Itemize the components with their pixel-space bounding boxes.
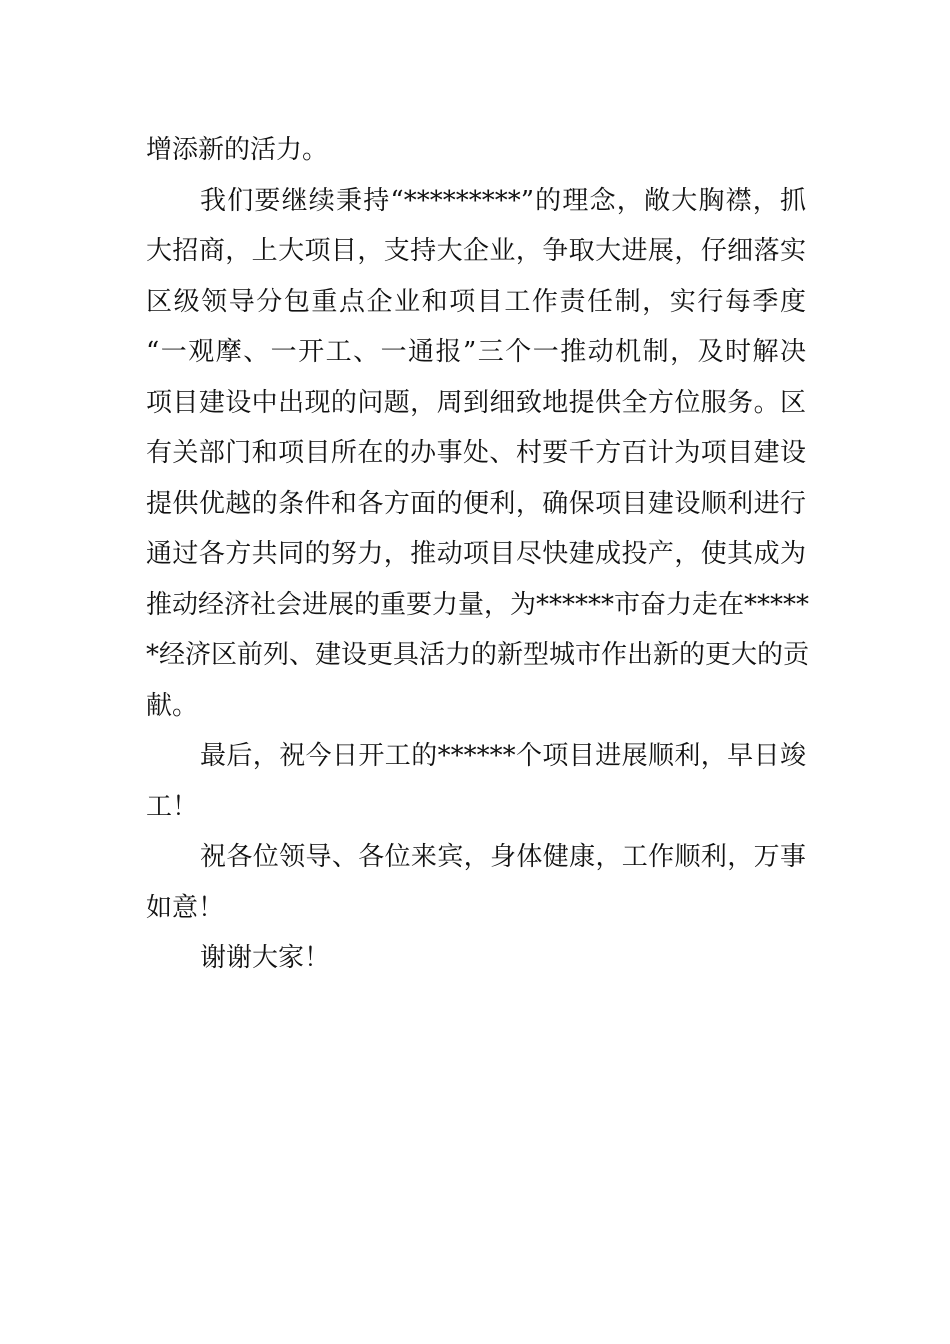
text-line: 大招商，上大项目，支持大企业，争取大进展，仔细落实 [146, 236, 806, 266]
text-line: 祝各位领导、各位来宾，身体健康，工作顺利，万事 [200, 842, 806, 872]
text-line: 谢谢大家！ [200, 943, 331, 973]
text-line: 推动经济社会进展的重要力量，为******市奋力走在***** [146, 589, 810, 620]
text-line: 最后，祝今日开工的******个项目进展顺利，早日竣 [200, 741, 806, 771]
text-line: 区级领导分包重点企业和项目工作责任制，实行每季度 [146, 286, 806, 317]
text-line: 项目建设中出现的问题，周到细致地提供全方位服务。区 [146, 387, 806, 418]
text-line: 如意！ [146, 892, 225, 923]
text-line: 工！ [146, 791, 199, 822]
text-line: 通过各方共同的努力，推动项目尽快建成投产，使其成为 [146, 539, 806, 569]
text-line: 有关部门和项目所在的办事处、村要千方百计为项目建设 [146, 438, 806, 468]
text-line: 我们要继续秉持“*********”的理念，敞大胸襟，抓 [200, 185, 806, 216]
text-line: 献。 [146, 690, 199, 721]
text-line: *经济区前列、建设更具活力的新型城市作出新的更大的贡 [146, 640, 810, 670]
speech-body [146, 125, 810, 984]
text-line: “一观摩、一开工、一通报”三个一推动机制，及时解决 [146, 337, 806, 367]
text-line: 增添新的活力。 [146, 135, 329, 165]
text-line: 提供优越的条件和各方面的便利，确保项目建设顺利进行 [146, 488, 806, 519]
